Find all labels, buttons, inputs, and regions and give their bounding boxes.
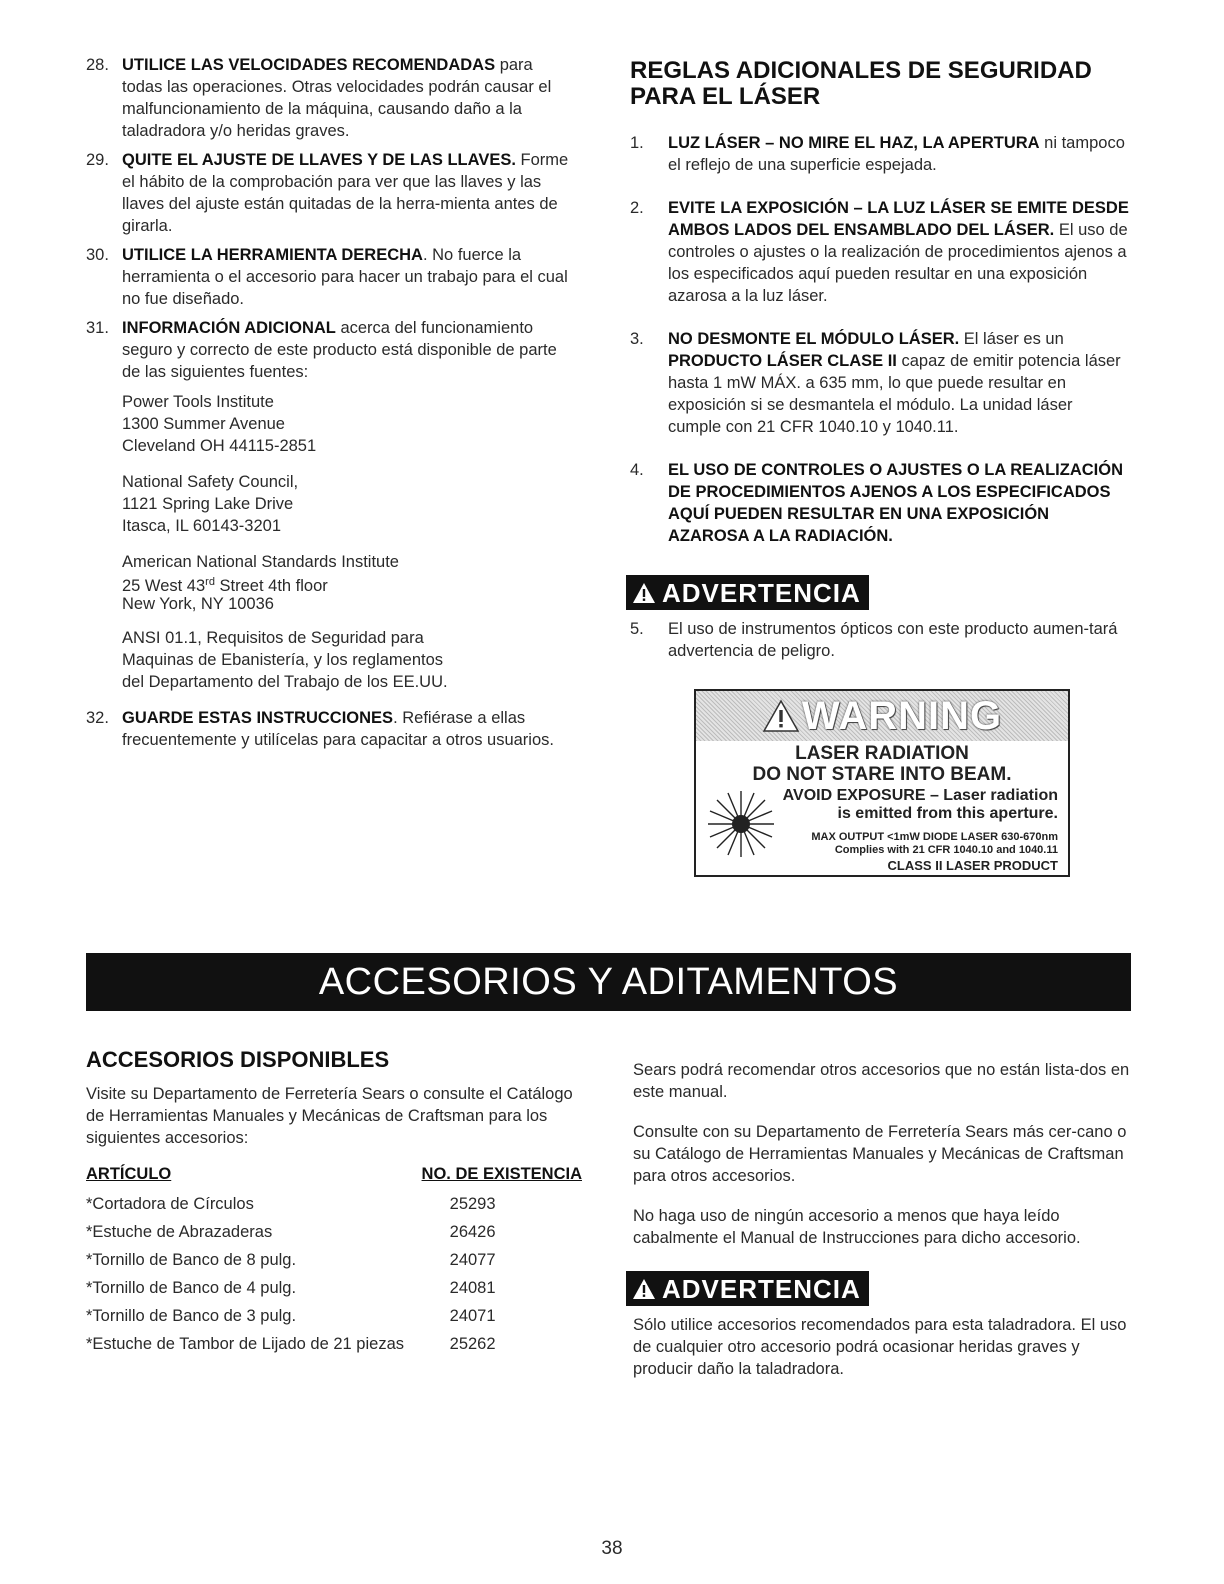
stock-cell: 24077 — [449, 1250, 496, 1269]
accessories-table — [86, 1165, 582, 1358]
stock-cell: 25262 — [449, 1334, 496, 1353]
column-header-stock: NO. DE EXISTENCIA — [421, 1165, 582, 1183]
laser-class: CLASS II LASER PRODUCT — [887, 858, 1058, 873]
laser-rule-item — [630, 459, 1130, 547]
item-number: 32. — [86, 709, 109, 727]
title-line: PARA EL LÁSER — [630, 83, 821, 110]
item-cell: *Tornillo de Banco de 3 pulg. — [86, 1306, 297, 1325]
item-heading: QUITE EL AJUSTE DE LLAVES Y DE LAS LLAVES. — [122, 151, 516, 169]
item-cell: *Tornillo de Banco de 4 pulg. — [86, 1278, 297, 1297]
item-text: El uso de controles o ajustes o la realización de procedimientos ajenos a los especificados aquí pueden resultar en una exposición azarosa a la luz láser. — [668, 221, 1128, 305]
paragraph: Sears podrá recomendar otros accesorios que no están lista-dos en este manual. — [633, 1061, 1130, 1101]
laser-label-lower — [696, 785, 1068, 877]
paragraph: Consulte con su Departamento de Ferretería Sears más cer-cano o su Catálogo de Herramientas Manuales y Mecánicas de Craftsman para otros accesorios. — [633, 1123, 1127, 1185]
table-row — [86, 1330, 582, 1358]
address-ansi — [122, 551, 576, 613]
item-number: 2. — [630, 199, 644, 217]
item-number: 1. — [630, 134, 644, 152]
list-item — [86, 707, 576, 751]
item-heading: LUZ LÁSER – NO MIRE EL HAZ, LA APERTURA — [668, 134, 1040, 152]
paragraph: No haga uso de ningún accesorio a menos que haya leído cabalmente el Manual de Instrucciones para dicho accesorio. — [633, 1207, 1081, 1247]
warning-triangle-icon — [632, 582, 656, 604]
laser-rule-item — [630, 197, 1130, 307]
address-line: Cleveland OH 44115-2851 — [122, 437, 317, 455]
address-line: Itasca, IL 60143-3201 — [122, 517, 282, 535]
right-column — [630, 58, 1130, 683]
item-text: . No fuerce la herramienta o el accesorio para hacer un trabajo para el cual no fue diseñado. — [122, 246, 568, 308]
table-row — [86, 1190, 582, 1218]
item-text: . Refiérase a ellas frecuentemente y utilícelas para capacitar a otros usuarios. — [122, 709, 554, 749]
address-street: 25 West 43 — [122, 577, 206, 595]
warning-triangle-icon — [632, 1278, 656, 1300]
table-row — [86, 1246, 582, 1274]
list-item — [86, 317, 576, 693]
item-cell: *Cortadora de Círculos — [86, 1194, 254, 1213]
item-number: 29. — [86, 151, 109, 169]
item-number: 28. — [86, 56, 109, 74]
laser-label-line: DO NOT STARE INTO BEAM. — [752, 764, 1012, 785]
item-heading: EL USO DE CONTROLES O AJUSTES O LA REALIZACIÓN DE PROCEDIMIENTOS AJENOS A LOS ESPECIFICADOS AQUÍ PUEDEN RESULTAR EN UNA EXPOSICIÓN AZAROSA A LA RADIACIÓN. — [668, 461, 1124, 545]
item-number: 4. — [630, 461, 644, 479]
list-item — [86, 54, 576, 142]
item-number: 30. — [86, 246, 109, 264]
address-pti — [122, 391, 576, 457]
laser-spec-line: MAX OUTPUT <1mW DIODE LASER 630-670nm — [811, 831, 1058, 843]
address-line: National Safety Council, — [122, 473, 299, 491]
address-line: 1300 Summer Avenue — [122, 415, 285, 433]
laser-rule-item — [630, 328, 1130, 438]
item-text: El uso de instrumentos ópticos con este producto aumen-tará advertencia de peligro. — [668, 620, 1118, 660]
item-number: 3. — [630, 330, 644, 348]
item-number: 31. — [86, 319, 109, 337]
item-number: 5. — [630, 620, 644, 638]
column-header-item: ARTÍCULO — [86, 1165, 172, 1183]
warning-badge-label: ADVERTENCIA — [662, 1274, 861, 1304]
accessories-right — [633, 1059, 1131, 1398]
item-text: ni tampoco el reflejo de una superficie espejada. — [668, 134, 1125, 174]
laser-avoid-line: AVOID EXPOSURE – Laser radiation — [782, 787, 1058, 804]
stock-cell: 24071 — [449, 1306, 496, 1325]
item-text: acerca del funcionamiento seguro y correcto de este producto está disponible de parte de las siguientes fuentes: — [122, 319, 557, 381]
laser-label-header — [696, 691, 1068, 741]
address-line: American National Standards Institute — [122, 553, 399, 571]
laser-starburst-icon — [706, 789, 776, 859]
warning-badge — [626, 575, 869, 610]
address-line — [122, 573, 576, 595]
address-line: New York, NY 10036 — [122, 595, 274, 613]
item-cell: *Tornillo de Banco de 8 pulg. — [86, 1250, 297, 1269]
address-line: del Departamento del Trabajo de los EE.UU. — [122, 673, 448, 691]
address-line: Power Tools Institute — [122, 393, 274, 411]
laser-avoid-line: is emitted from this aperture. — [837, 805, 1058, 822]
address-nsc — [122, 471, 576, 537]
item-text: Forme el hábito de la comprobación para ver que las llaves y las llaves del ajuste están quitadas de la herra-mienta antes de girarla. — [122, 151, 569, 235]
item-heading: UTILICE LAS VELOCIDADES RECOMENDADAS — [122, 56, 496, 74]
stock-cell: 26426 — [449, 1222, 496, 1241]
address-street-rest: Street 4th floor — [214, 577, 328, 595]
item-heading-2: PRODUCTO LÁSER CLASE II — [668, 352, 897, 370]
laser-rules-title — [630, 58, 1130, 110]
laser-rule-item — [630, 132, 1130, 176]
item-text-2: capaz de emitir potencia láser hasta 1 mW MÁX. a 635 mm, lo que puede resultar en exposición si se desmantela el módulo. La unidad láser cumple con 21 CFR 1040.10 y 1040.11. — [668, 352, 1121, 436]
accessories-intro: Visite su Departamento de Ferretería Sears o consulte el Catálogo de Herramientas Manuales y Mecánicas de Craftsman para los siguientes accesorios: — [86, 1085, 573, 1147]
address-line: 1121 Spring Lake Drive — [122, 495, 294, 513]
stock-cell: 24081 — [449, 1278, 496, 1297]
item-heading: UTILICE LA HERRAMIENTA DERECHA — [122, 246, 423, 264]
address-line: Maquinas de Ebanistería, y los reglamentos — [122, 651, 444, 669]
item-heading: EVITE LA EXPOSICIÓN – LA LUZ LÁSER SE EMITE DESDE AMBOS LADOS DEL ENSAMBLADO DEL LÁSER. — [668, 199, 1129, 239]
left-column — [86, 54, 576, 758]
laser-avoid-text — [783, 787, 1058, 823]
item-text: El láser es un — [959, 330, 1064, 348]
laser-rule-item — [630, 618, 1130, 662]
table-row — [86, 1218, 582, 1246]
laser-warning-label — [694, 689, 1070, 877]
warning-badge — [626, 1271, 869, 1306]
table-header-row — [86, 1165, 582, 1190]
section-title: ACCESORIOS Y ADITAMENTOS — [318, 960, 899, 1003]
laser-specs — [811, 831, 1058, 857]
list-item — [86, 244, 576, 310]
warning-triangle-icon — [762, 699, 800, 733]
table-row — [86, 1274, 582, 1302]
list-item — [86, 149, 576, 237]
address-line: ANSI 01.1, Requisitos de Seguridad para — [122, 629, 424, 647]
page-number: 38 — [601, 1538, 623, 1559]
table-row — [86, 1302, 582, 1330]
item-heading: INFORMACIÓN ADICIONAL — [122, 319, 336, 337]
title-line: REGLAS ADICIONALES DE SEGURIDAD — [630, 57, 1092, 84]
item-cell: *Estuche de Tambor de Lijado de 21 piezas — [86, 1334, 404, 1353]
item-cell: *Estuche de Abrazaderas — [86, 1222, 273, 1241]
ansi-requirements — [122, 627, 576, 693]
accessories-left — [86, 1047, 586, 1358]
laser-spec-line: Complies with 21 CFR 1040.10 and 1040.11 — [834, 844, 1058, 856]
warning-badge-label: ADVERTENCIA — [662, 578, 861, 608]
warning-text: Sólo utilice accesorios recomendados para esta taladradora. El uso de cualquier otro accesorio podrá ocasionar heridas graves y producir daño la taladradora. — [633, 1316, 1127, 1378]
item-heading: GUARDE ESTAS INSTRUCCIONES — [122, 709, 394, 727]
item-text: para todas las operaciones. Otras velocidades podrán causar el malfuncionamiento de la máquina, causando daño a la taladradora y/o heridas graves. — [122, 56, 552, 140]
stock-cell: 25293 — [449, 1194, 496, 1213]
item-heading: NO DESMONTE EL MÓDULO LÁSER. — [668, 330, 960, 348]
laser-label-line: LASER RADIATION — [795, 743, 969, 764]
laser-label-title: WARNING — [801, 693, 1003, 738]
accessories-title: ACCESORIOS DISPONIBLES — [86, 1047, 390, 1072]
address-street-sup: rd — [205, 576, 215, 588]
section-title-bar — [86, 953, 1131, 1011]
